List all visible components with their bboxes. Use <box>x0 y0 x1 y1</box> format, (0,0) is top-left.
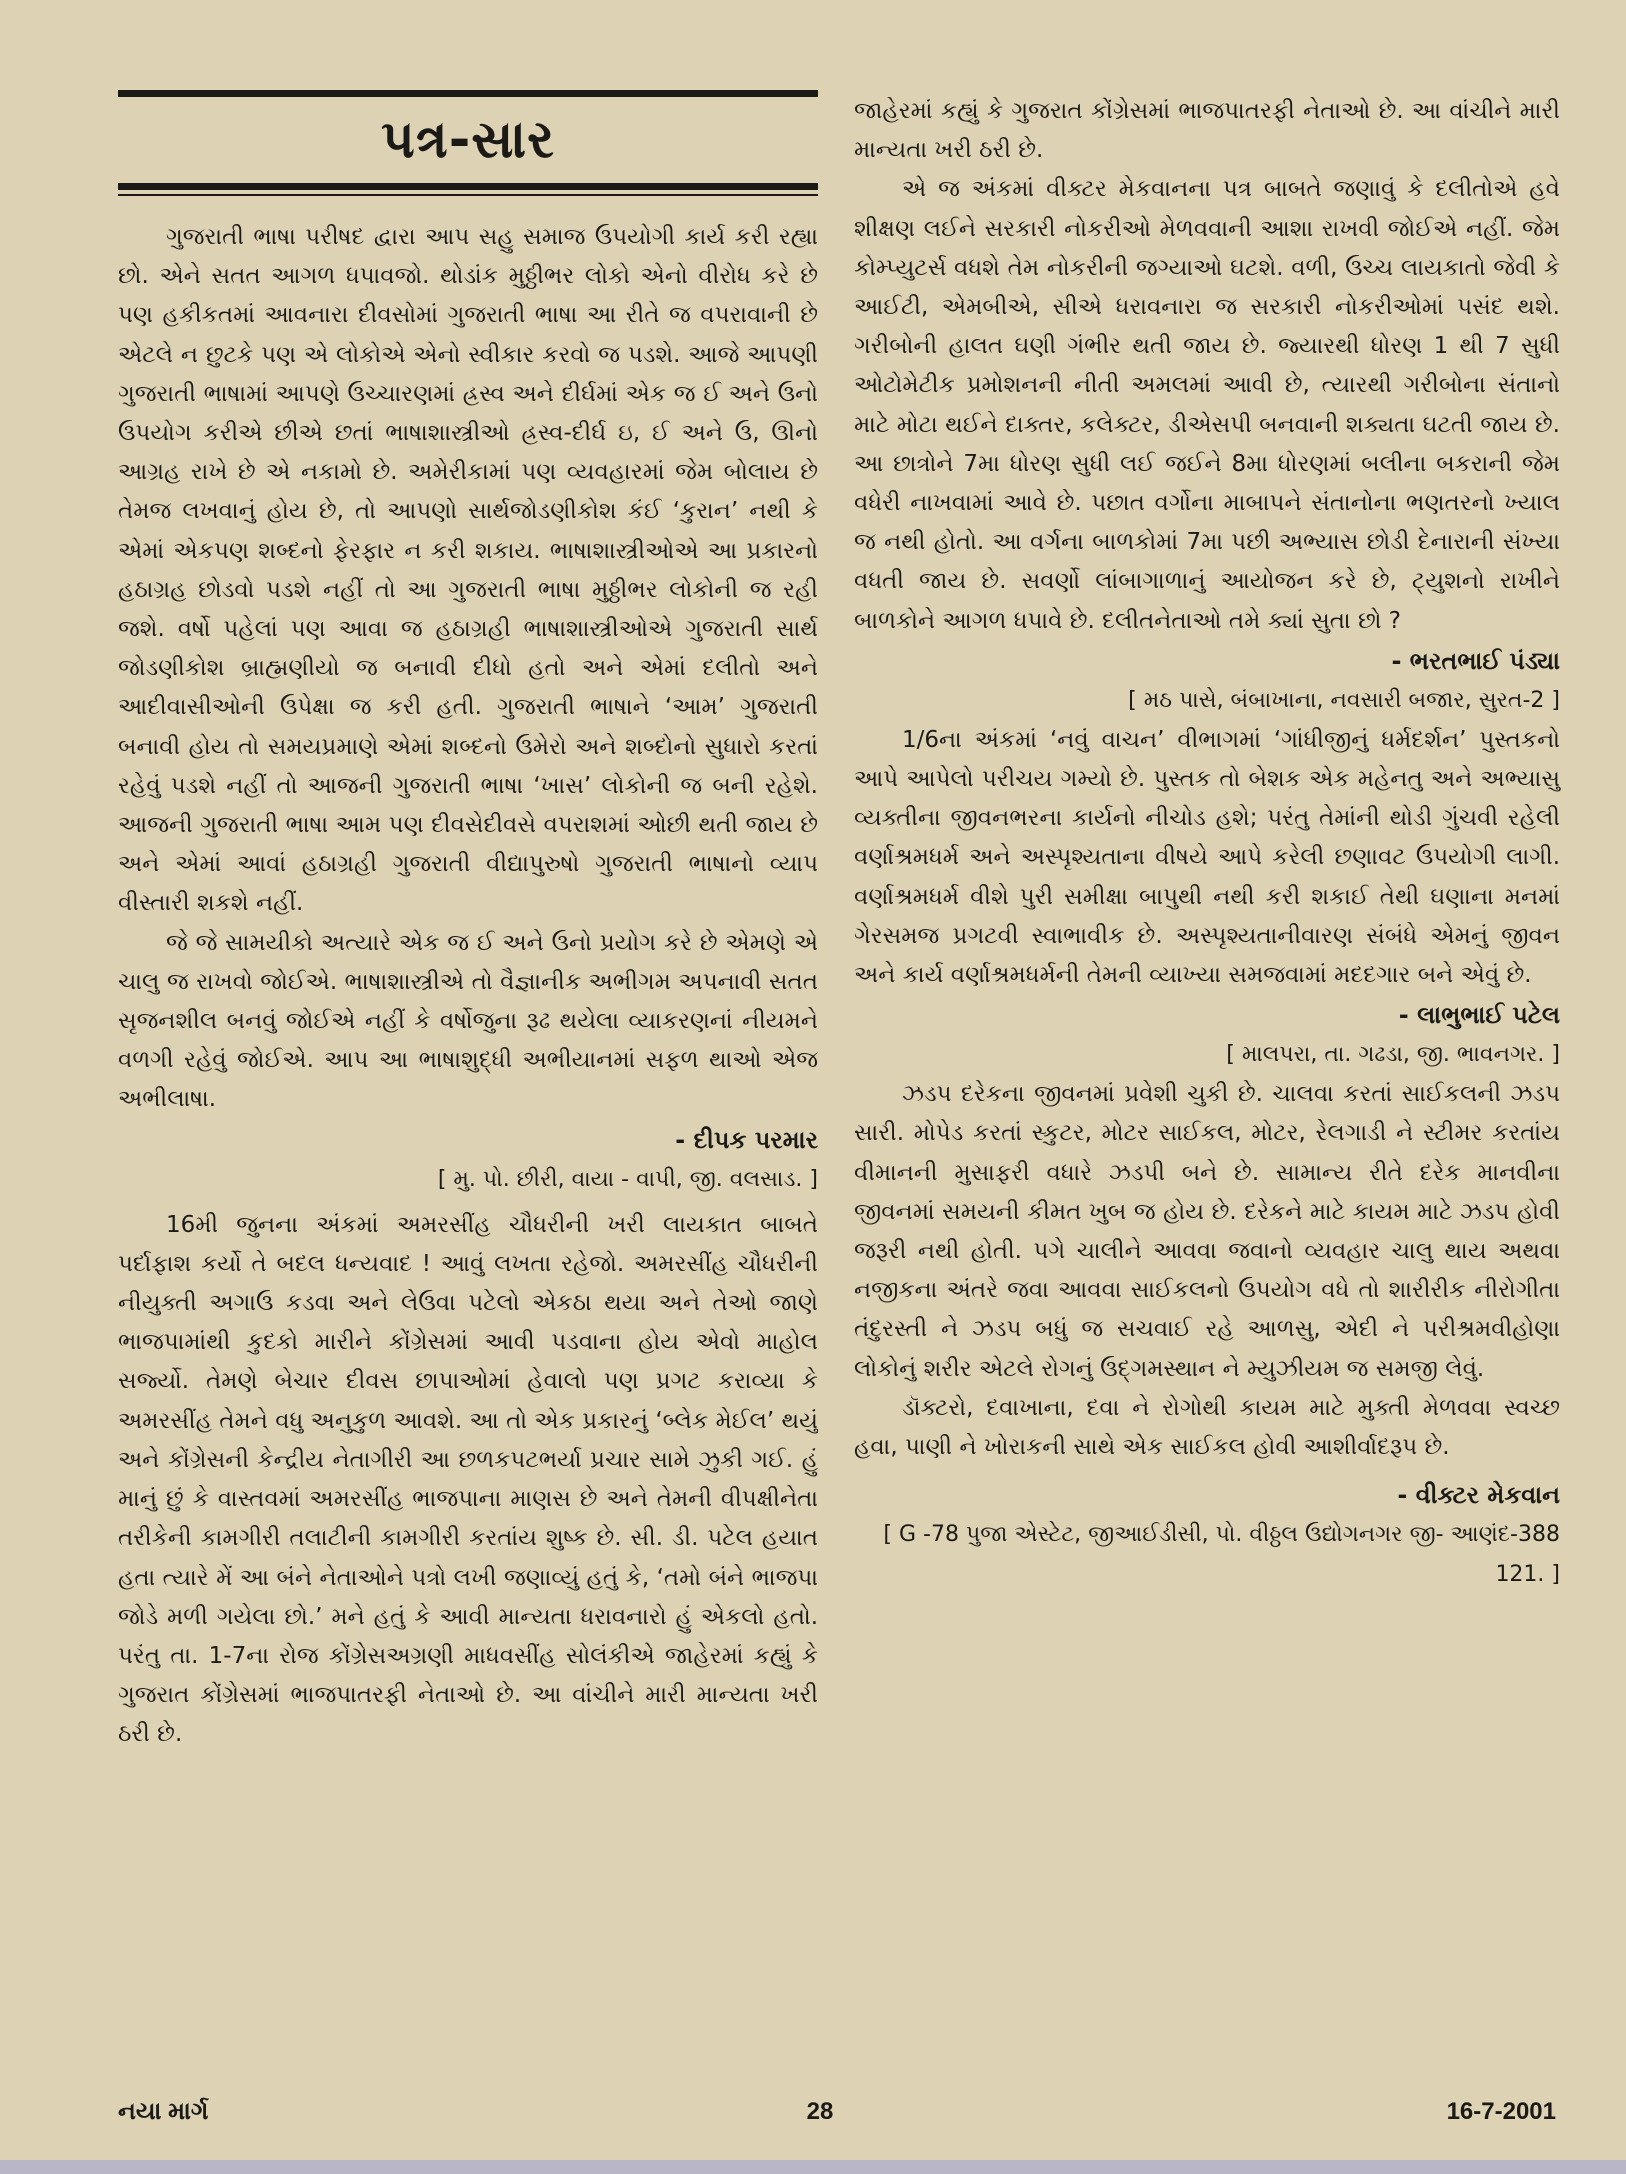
letter-2-part-2 <box>854 92 1560 721</box>
letter-signature: - દીપક પરમાર <box>675 1125 818 1154</box>
letter-1 <box>118 218 818 1200</box>
title-bottom-rule <box>118 183 818 190</box>
letter-signature: - લાભુભાઈ પટેલ <box>1398 1001 1560 1030</box>
letter-paragraph: જે જે સામયીકો અત્યારે એક જ ઈ અને ઉનો પ્રયોગ કરે છે એમણે એ ચાલુ જ રાખવો જોઈએ. ભાષાશાસ્ત્રીએ તો વૈજ્ઞાનીક અભીગમ અપનાવી સતત સૃજનશીલ બનવું જોઈએ નહીં કે વર્ષોજુના રૂઢ થયેલા વ્યાકરણનાં નીયમને વળગી રહેવું જોઈએ. આપ આ ભાષાશુદ્ધી અભીયાનમાં સફળ થાઓ એજ અભીલાષા. <box>118 929 818 1113</box>
letter-paragraph: 16મી જુનના અંકમાં અમરસીંહ ચૌધરીની ખરી લાયકાત બાબતે પર્દાફાશ કર્યો તે બદલ ધન્યવાદ ! આવું લખતા રહેજો. અમરસીંહ ચૌધરીની નીયુક્તી અગાઉ કડવા અને લેઉવા પટેલો એકઠા થયા અને તેઓ જાણે ભાજપામાંથી કુદકો મારીને કોંગ્રેસમાં આવી પડવાના હોય એવો માહોલ સર્જ્યો. તેમણે બેચાર દીવસ છાપાઓમાં હેવાલો પણ પ્રગટ કરાવ્યા કે અમરસીંહ તેમને વધુ અનુકુળ આવશે. આ તો એક પ્રકારનું ‘બ્લેક મેઈલ’ થયું અને કોંગ્રેસની કેન્દ્રીય નેતાગીરી આ છળકપટભર્યા પ્રચાર સામે ઝુકી ગઈ. હું માનું છું કે વાસ્તવમાં અમરસીંહ ભાજપાના માણસ છે અને તેમની વીપક્ષીનેતા તરીકેની કામગીરી તલાટીની કામગીરી કરતાંય શુષ્ક છે. સી. ડી. પટેલ હયાત હતા ત્યારે મેં આ બંને નેતાઓને પત્રો લખી જણાવ્યું હતું કે, ‘તમો બંને ભાજપા જોડે મળી ગયેલા છો.’ મને હતું કે આવી માન્યતા ધરાવનારો હું એકલો હતો. પરંતુ તા. 1-7ના રોજ કોંગ્રેસઅગ્રણી માધવસીંહ સોલંકીએ જાહેરમાં કહ્યું કે ગુજરાત કોંગ્રેસમાં ભાજપાતરફી નેતાઓ છે. આ વાંચીને મારી માન્યતા ખરી ઠરી છે. <box>118 1211 818 1748</box>
page-number: 28 <box>806 2098 834 2125</box>
letter-signature: - ભરતભાઈ પંડ્યા <box>1391 646 1560 675</box>
left-column <box>118 90 818 1930</box>
scan-bottom-edge <box>0 2160 1626 2174</box>
letter-2-part-1 <box>118 1206 818 1930</box>
letter-4 <box>854 1075 1560 1595</box>
letter-address: [ માલપરા, તા. ગઢડા, જી. ભાવનગર. ] <box>1226 1042 1560 1068</box>
right-column <box>854 92 1560 1595</box>
letter-paragraph: ગુજરાતી ભાષા પરીષદ દ્વારા આપ સહુ સમાજ ઉપયોગી કાર્ય કરી રહ્યા છો. એને સતત આગળ ધપાવજો. થોડાંક મુઠ્ઠીભર લોકો એનો વીરોધ કરે છે પણ હકીકતમાં આવનારા દીવસોમાં ગુજરાતી ભાષા આ રીતે જ વપરાવાની છે એટલે ન છુટકે પણ એ લોકોએ એનો સ્વીકાર કરવો જ પડશે. આજે આપણી ગુજરાતી ભાષામાં આપણે ઉચ્ચારણમાં હ્રસ્વ અને દીર્ઘમાં એક જ ઈ અને ઉનો ઉપયોગ કરીએ છીએ છતાં ભાષાશાસ્ત્રીઓ હ્રસ્વ-દીર્ઘ ઇ, ઈ અને ઉ, ઊનો આગ્રહ રાખે છે એ નકામો છે. અમેરીકામાં પણ વ્યવહારમાં જેમ બોલાય છે તેમજ લખવાનું હોય છે, તો આપણો સાર્થજોડણીકોશ કંઈ ‘કુરાન’ નથી કે એમાં એકપણ શબ્દનો ફેરફાર ન કરી શકાય. ભાષાશાસ્ત્રીઓએ આ પ્રકારનો હઠાગ્રહ છોડવો પડશે નહીં તો આ ગુજરાતી ભાષા મુઠ્ઠીભર લોકોની જ રહી જશે. વર્ષો પહેલાં પણ આવા જ હઠાગ્રહી ભાષાશાસ્ત્રીઓએ ગુજરાતી સાર્થ જોડણીકોશ બ્રાહ્મણીયો જ બનાવી દીધો હતો અને એમાં દલીતો અને આદીવાસીઓની ઉપેક્ષા જ કરી હતી. ગુજરાતી ભાષાને ‘આમ’ ગુજરાતી બનાવી હોય તો સમયપ્રમાણે એમાં શબ્દનો ઉમેરો અને શબ્દોનો સુધારો કરતાં રહેવું પડશે નહીં તો આજની ગુજરાતી ભાષા ‘ખાસ’ લોકોની જ બની રહેશે. આજની ગુજરાતી ભાષા આમ પણ દીવસેદીવસે વપરાશમાં ઓછી થતી જાય છે અને એમાં આવાં હઠાગ્રહી ગુજરાતી વીદ્યાપુરુષો ગુજરાતી ભાષાનો વ્યાપ વીસ્તારી શકશે નહીં. <box>118 224 818 917</box>
letter-3 <box>854 721 1560 1075</box>
letter-paragraph: ડૉક્ટરો, દવાખાના, દવા ને રોગોથી કાયમ માટે મુક્તી મેળવવા સ્વચ્છ હવા, પાણી ને ખોરાકની સાથે એક સાઈકલ હોવી આશીર્વાદરૂપ છે. <box>854 1394 1560 1461</box>
title-top-rule <box>118 90 818 97</box>
letter-paragraph: 1/6ના અંકમાં ‘નવું વાચન’ વીભાગમાં ‘ગાંધીજીનું ધર્મદર્શન’ પુસ્તકનો આપે આપેલો પરીચય ગમ્યો છે. પુસ્તક તો બેશક એક મહેનતુ અને અભ્યાસુ વ્યક્તીના જીવનભરના કાર્યનો નીચોડ હશે; પરંતુ તેમાંની થોડી ગુંચવી રહેલી વર્ણાશ્રમધર્મ અને અસ્પૃશ્યતાના વીષયે આપે કરેલી છણાવટ ઉપયોગી લાગી. વર્ણાશ્રમધર્મ વીશે પુરી સમીક્ષા બાપુથી નથી કરી શકાઈ તેથી ઘણાના મનમાં ગેરસમજ પ્રગટવી સ્વાભાવીક છે. અસ્પૃશ્યતાનીવારણ સંબંધે એમનું જીવન અને કાર્ય વર્ણાશ્રમધર્મની તેમની વ્યાખ્યા સમજવામાં મદદગાર બને એવું છે. <box>854 726 1560 989</box>
letter-signature: - વીક્ટર મેકવાન <box>1397 1481 1560 1510</box>
letter-continuation: જાહેરમાં કહ્યું કે ગુજરાત કોંગ્રેસમાં ભાજપાતરફી નેતાઓ છે. આ વાંચીને મારી માન્યતા ખરી ઠરી છે. <box>854 98 1560 164</box>
letter-address: [ મઠ પાસે, બંબાખાના, નવસારી બજાર, સુરત-2 ] <box>1128 687 1560 713</box>
section-title: પત્ર-સાર <box>380 110 556 170</box>
letter-paragraph: ઝડપ દરેકના જીવનમાં પ્રવેશી ચુકી છે. ચાલવા કરતાં સાઈકલની ઝડપ સારી. મોપેડ કરતાં સ્કુટર, મોટર સાઈકલ, મોટર, રેલગાડી ને સ્ટીમર કરતાંય વીમાનની મુસાફરી વધારે ઝડપી બને છે. સામાન્ય રીતે દરેક માનવીના જીવનમાં સમયની કીમત ખુબ જ હોય છે. દરેકને માટે કાયમ માટે ઝડપ હોવી જરૂરી નથી હોતી. પગે ચાલીને આવવા જવાનો વ્યવહાર ચાલુ થાય અથવા નજીકના અંતરે જવા આવવા સાઈકલનો ઉપયોગ વધે તો શારીરીક નીરોગીતા તંદુરસ્તી ને ઝડપ બધું જ સચવાઈ રહે આળસુ, એદી ને પરીશ્રમવીહોણા લોકોનું શરીર એટલે રોગનું ઉદ્ગમસ્થાન ને મ્યુઝીયમ જ સમજી લેવું. <box>854 1081 1560 1382</box>
letter-address: [ મુ. પો. છીરી, વાયા - વાપી, જી. વલસાડ. ] <box>437 1166 818 1192</box>
issue-date: 16-7-2001 <box>1446 2098 1556 2125</box>
letter-address: [ G -78 પુજા એસ્ટેટ, જીઆઈડીસી, પો. વીઠ્ઠલ ઉદ્યોગનગર જી- આણંદ-388 121. ] <box>883 1522 1560 1588</box>
letter-paragraph: એ જ અંકમાં વીક્ટર મેકવાનના પત્ર બાબતે જણાવું કે દલીતોએ હવે શીક્ષણ લઈને સરકારી નોકરીઓ મેળવવાની આશા રાખવી જોઈએ નહીં. જેમ કોમ્પ્યુટર્સ વધશે તેમ નોકરીની જગ્યાઓ ઘટશે. વળી, ઉચ્ચ લાયકાતો જેવી કે આઈટી, એમબીએ, સીએ ધરાવનારા જ સરકારી નોકરીઓમાં પસંદ થશે. ગરીબોની હાલત ઘણી ગંભીર થતી જાય છે. જ્યારથી ધોરણ 1 થી 7 સુધી ઓટોમેટીક પ્રમોશનની નીતી અમલમાં આવી છે, ત્યારથી ગરીબોના સંતાનો માટે મોટા થઈને દાક્તર, કલેક્ટર, ડીએસપી બનવાની શક્યતા ઘટતી જાય છે. આ છાત્રોને 7મા ધોરણ સુધી લઈ જઈને 8મા ધોરણમાં બલીના બકરાની જેમ વધેરી નાખવામાં આવે છે. પછાત વર્ગોના માબાપને સંતાનોના ભણતરનો ખ્યાલ જ નથી હોતો. આ વર્ગના બાળકોમાં 7મા પછી અભ્યાસ છોડી દેનારાની સંખ્યા વધતી જાય છે. સવર્ણો લાંબાગાળાનું આયોજન કરે છે, ટ્યુશનો રાખીને બાળકોને આગળ ધપાવે છે. દલીતનેતાઓ તમે ક્યાં સુતા છો ? <box>854 176 1560 634</box>
publication-name: નયા માર્ગ <box>118 2098 209 2125</box>
